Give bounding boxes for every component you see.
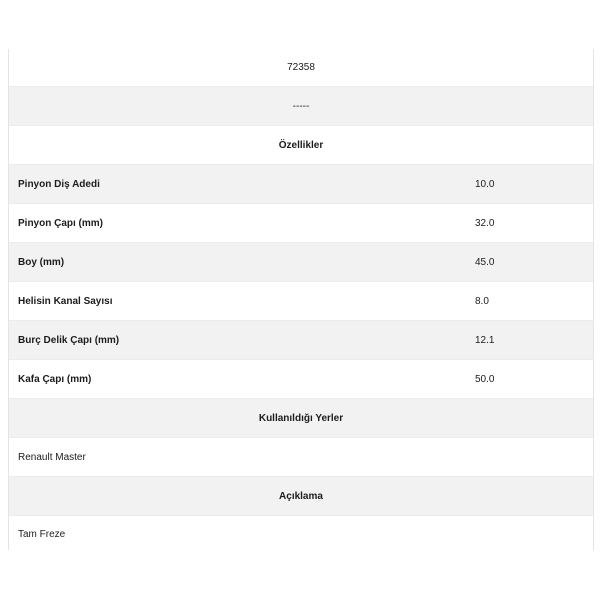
feature-label: Helisin Kanal Sayısı — [18, 295, 113, 307]
product-code: 72358 — [287, 62, 315, 73]
feature-value: 8.0 — [475, 295, 489, 307]
feature-label: Boy (mm) — [18, 256, 65, 268]
table-row — [9, 282, 593, 321]
usage-header — [9, 399, 593, 438]
feature-value: 45.0 — [475, 256, 495, 268]
description-header — [9, 477, 593, 516]
feature-value: 32.0 — [475, 217, 495, 229]
product-code-row — [9, 49, 593, 87]
spec-table — [8, 49, 594, 550]
feature-label: Burç Delik Çapı (mm) — [18, 334, 120, 346]
feature-label: Pinyon Diş Adedi — [18, 178, 100, 190]
usage-title: Kullanıldığı Yerler — [258, 412, 344, 424]
features-title: Özellikler — [278, 139, 324, 151]
feature-value: 12.1 — [475, 334, 495, 346]
feature-value: 50.0 — [475, 373, 495, 385]
table-row — [9, 360, 593, 399]
description-title: Açıklama — [279, 490, 323, 502]
table-row — [9, 243, 593, 282]
table-row — [9, 204, 593, 243]
description-row — [9, 516, 593, 552]
dash-placeholder: ----- — [292, 100, 310, 112]
feature-label: Pinyon Çapı (mm) — [18, 217, 104, 229]
table-row — [9, 321, 593, 360]
description-value: Tam Freze — [18, 528, 66, 540]
table-row — [9, 165, 593, 204]
features-header — [9, 126, 593, 165]
usage-value: Renault Master — [18, 451, 86, 463]
dash-row — [9, 87, 593, 126]
usage-row — [9, 438, 593, 477]
feature-label: Kafa Çapı (mm) — [18, 373, 92, 385]
feature-value: 10.0 — [475, 178, 495, 190]
